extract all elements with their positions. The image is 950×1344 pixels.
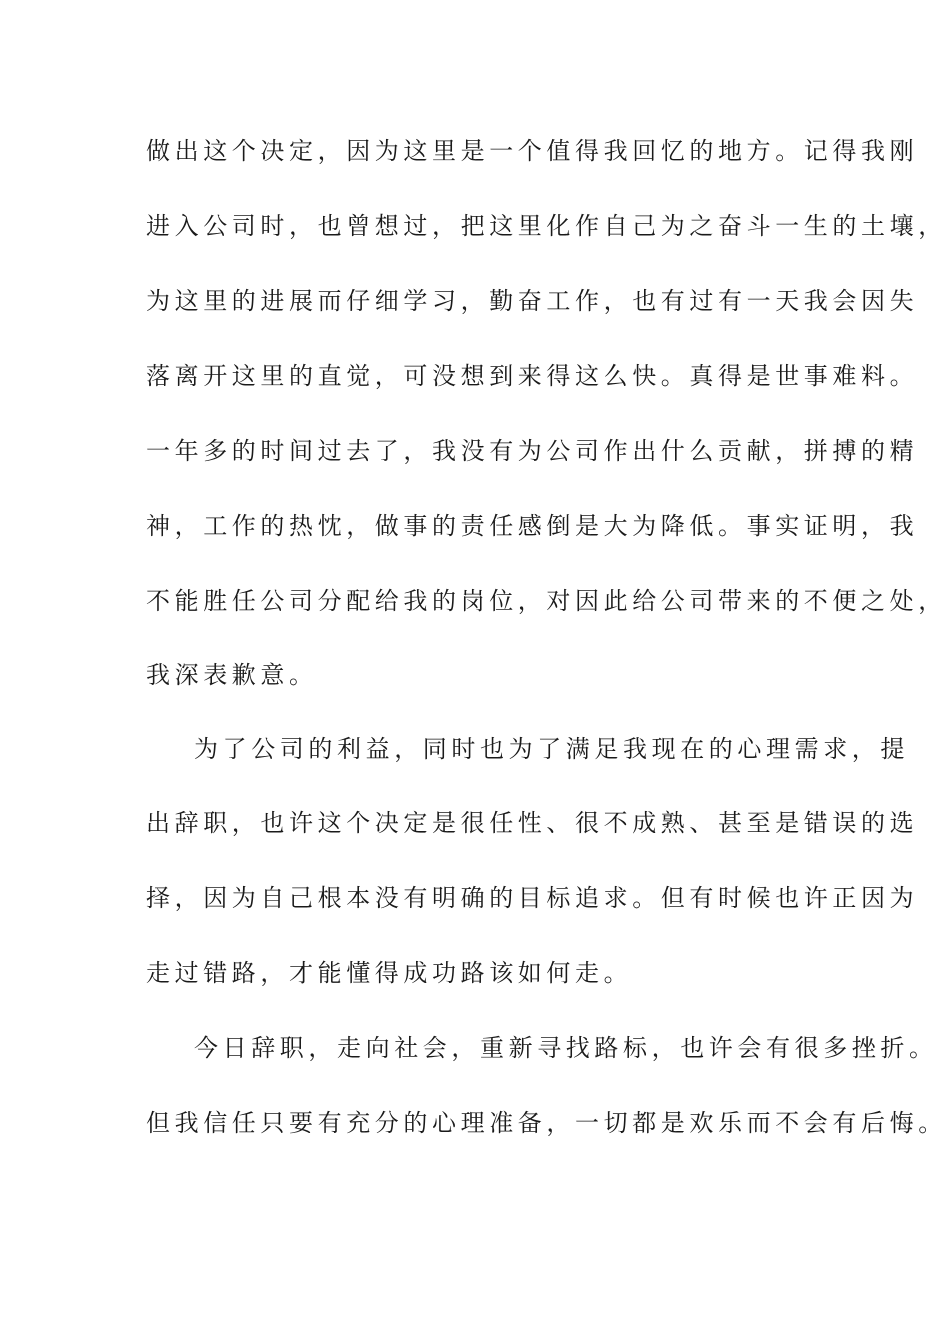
paragraph-line: 出辞职，也许这个决定是很任性、很不成熟、甚至是错误的选 bbox=[146, 809, 919, 837]
paragraph-line: 走过错路，才能懂得成功路该如何走。 bbox=[146, 959, 633, 987]
paragraph-first-line: 今日辞职，走向社会，重新寻找路标，也许会有很多挫折。 bbox=[194, 1034, 938, 1062]
paragraph-line: 为这里的进展而仔细学习，勤奋工作，也有过有一天我会因失 bbox=[146, 287, 919, 315]
paragraph-line: 进入公司时，也曾想过，把这里化作自己为之奋斗一生的土壤， bbox=[146, 212, 947, 240]
paragraph-line: 神，工作的热忱，做事的责任感倒是大为降低。事实证明，我 bbox=[146, 512, 919, 540]
paragraph-line: 不能胜任公司分配给我的岗位，对因此给公司带来的不便之处， bbox=[146, 587, 947, 615]
paragraph-line: 做出这个决定，因为这里是一个值得我回忆的地方。记得我刚 bbox=[146, 137, 919, 165]
paragraph-line: 我深表歉意。 bbox=[146, 661, 318, 689]
paragraph-line: 择，因为自己根本没有明确的目标追求。但有时候也许正因为 bbox=[146, 884, 919, 912]
paragraph-line: 落离开这里的直觉，可没想到来得这么快。真得是世事难料。 bbox=[146, 362, 919, 390]
paragraph-line: 一年多的时间过去了，我没有为公司作出什么贡献，拼搏的精 bbox=[146, 437, 919, 465]
paragraph-first-line: 为了公司的利益，同时也为了满足我现在的心理需求，提 bbox=[194, 735, 909, 763]
paragraph-line: 但我信任只要有充分的心理准备，一切都是欢乐而不会有后悔。 bbox=[146, 1109, 947, 1137]
